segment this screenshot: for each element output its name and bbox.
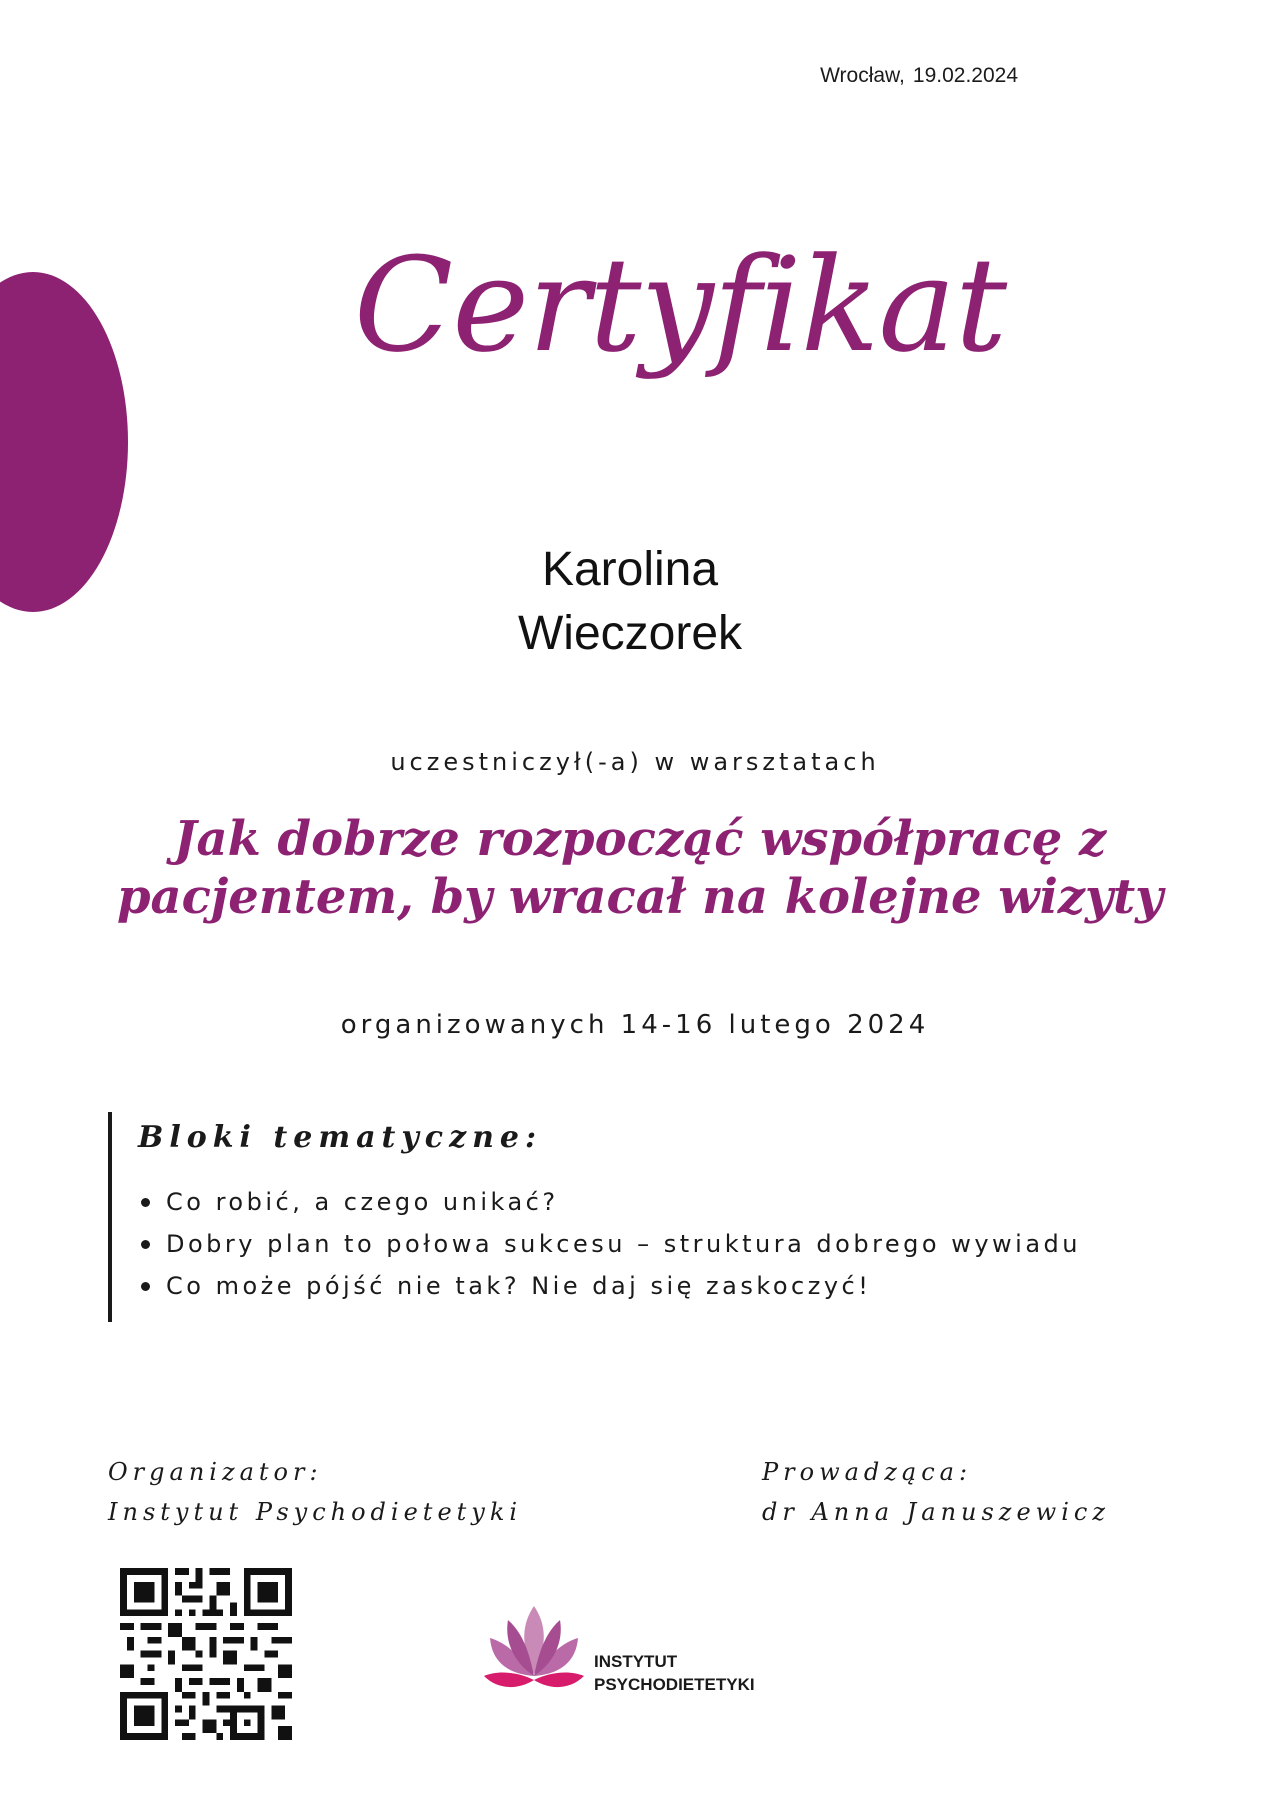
logo-text-line-2: PSYCHODIETETYKI [594,1675,755,1694]
qr-code-icon[interactable] [120,1568,292,1740]
lead-name: dr Anna Januszewicz [762,1498,1110,1526]
organizer-name: Instytut Psychodietetyki [108,1498,523,1526]
institute-logo [482,1600,782,1704]
list-item-text: Co może pójść nie tak? Nie daj się zaskoczyć! [166,1272,872,1300]
place: Wrocław, [820,64,905,87]
list-item [138,1223,1188,1265]
thematic-blocks-heading: Bloki tematyczne: [138,1120,543,1155]
participation-text: uczestniczył(-a) w warsztatach [390,748,880,776]
recipient-name [0,538,1260,666]
list-item-text: Co robić, a czego unikać? [166,1188,559,1216]
date: 19.02.2024 [912,64,1018,87]
organizer-label: Organizator: [108,1458,323,1486]
recipient-last-name: Wieczorek [517,607,743,660]
workshop-title-line-2: pacjentem, by wracał na kolejne wizyty [116,869,1164,925]
thematic-blocks-list [138,1181,1188,1307]
workshop-title-line-1: Jak dobrze rozpocząć współpracę z [173,811,1107,867]
bullet-icon [141,1198,150,1207]
list-item [138,1265,1188,1307]
place-and-date [820,64,1018,88]
logo-text-line-1: INSTYTUT [594,1652,678,1671]
thematic-blocks [108,1112,1188,1322]
list-item [138,1181,1188,1223]
bullet-icon [141,1240,150,1249]
recipient-first-name: Karolina [541,543,719,596]
lead-block [762,1452,1110,1532]
lead-label: Prowadząca: [762,1458,973,1486]
organized-dates: organizowanych 14-16 lutego 2024 [340,1010,930,1040]
bullet-icon [141,1282,150,1291]
list-item-text: Dobry plan to połowa sukcesu – struktura dobrego wywiadu [166,1230,1082,1258]
workshop-title [90,810,1190,926]
lotus-icon [482,1600,586,1704]
organizer-block [108,1452,522,1532]
certificate-title: Certyfikat [353,229,1007,381]
logo-text [594,1650,755,1696]
